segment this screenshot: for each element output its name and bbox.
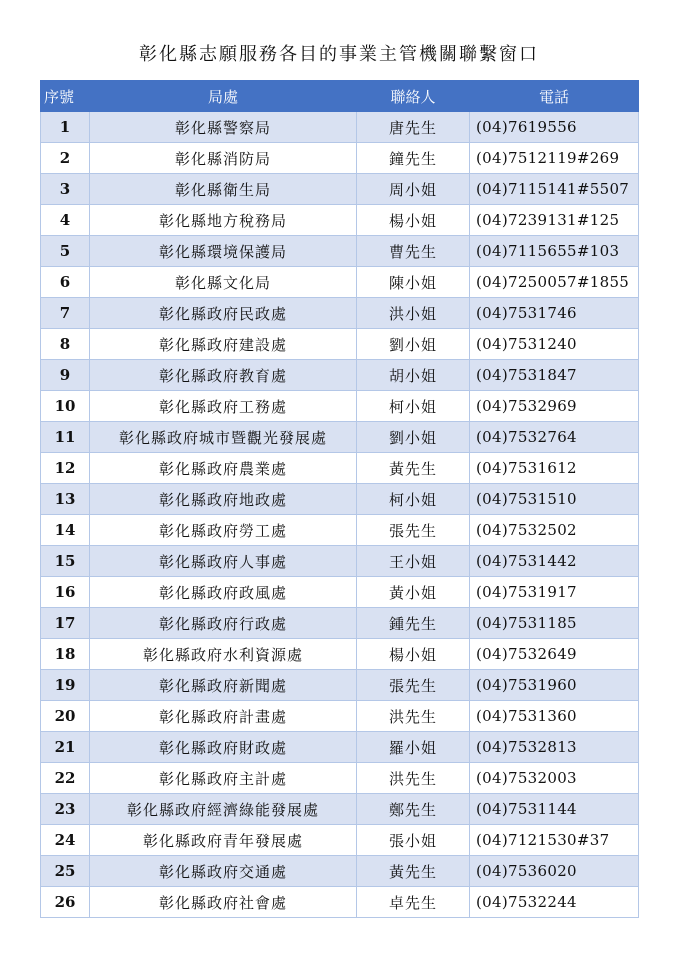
cell-phone: (04)7531746 <box>470 298 639 329</box>
table-row <box>41 794 639 825</box>
cell-agency: 彰化縣政府地政處 <box>90 484 357 515</box>
table-row <box>41 422 639 453</box>
cell-contact: 鄭先生 <box>357 794 470 825</box>
cell-phone: (04)7531442 <box>470 546 639 577</box>
cell-serial: 22 <box>41 763 90 794</box>
cell-phone: (04)7531917 <box>470 577 639 608</box>
cell-contact: 劉小姐 <box>357 422 470 453</box>
cell-agency: 彰化縣政府財政處 <box>90 732 357 763</box>
table-row <box>41 670 639 701</box>
cell-phone: (04)7121530#37 <box>470 825 639 856</box>
cell-phone: (04)7532502 <box>470 515 639 546</box>
cell-serial: 8 <box>41 329 90 360</box>
cell-agency: 彰化縣政府城市暨觀光發展處 <box>90 422 357 453</box>
cell-serial: 24 <box>41 825 90 856</box>
cell-agency: 彰化縣政府計畫處 <box>90 701 357 732</box>
cell-agency: 彰化縣政府工務處 <box>90 391 357 422</box>
cell-phone: (04)7531185 <box>470 608 639 639</box>
cell-serial: 1 <box>41 112 90 143</box>
table-row <box>41 577 639 608</box>
cell-serial: 12 <box>41 453 90 484</box>
cell-serial: 16 <box>41 577 90 608</box>
cell-phone: (04)7532003 <box>470 763 639 794</box>
cell-serial: 6 <box>41 267 90 298</box>
table-row <box>41 608 639 639</box>
cell-contact: 劉小姐 <box>357 329 470 360</box>
header-contact: 聯絡人 <box>357 81 470 112</box>
cell-agency: 彰化縣政府人事處 <box>90 546 357 577</box>
cell-agency: 彰化縣衛生局 <box>90 174 357 205</box>
table-row <box>41 887 639 918</box>
table-row <box>41 360 639 391</box>
table-row <box>41 763 639 794</box>
cell-phone: (04)7531360 <box>470 701 639 732</box>
cell-serial: 21 <box>41 732 90 763</box>
table-row <box>41 174 639 205</box>
cell-contact: 黃先生 <box>357 453 470 484</box>
cell-agency: 彰化縣政府水利資源處 <box>90 639 357 670</box>
table-row <box>41 515 639 546</box>
cell-agency: 彰化縣政府勞工處 <box>90 515 357 546</box>
cell-agency: 彰化縣地方稅務局 <box>90 205 357 236</box>
cell-contact: 唐先生 <box>357 112 470 143</box>
cell-phone: (04)7532244 <box>470 887 639 918</box>
cell-phone: (04)7532813 <box>470 732 639 763</box>
header-phone: 電話 <box>470 81 639 112</box>
cell-serial: 2 <box>41 143 90 174</box>
cell-contact: 羅小姐 <box>357 732 470 763</box>
cell-serial: 5 <box>41 236 90 267</box>
header-serial: 序號 <box>41 81 90 112</box>
cell-agency: 彰化縣政府經濟綠能發展處 <box>90 794 357 825</box>
cell-contact: 柯小姐 <box>357 391 470 422</box>
cell-serial: 18 <box>41 639 90 670</box>
table-row <box>41 732 639 763</box>
table-row <box>41 143 639 174</box>
cell-agency: 彰化縣政府政風處 <box>90 577 357 608</box>
cell-serial: 25 <box>41 856 90 887</box>
cell-serial: 20 <box>41 701 90 732</box>
cell-contact: 王小姐 <box>357 546 470 577</box>
cell-phone: (04)7250057#1855 <box>470 267 639 298</box>
cell-phone: (04)7531240 <box>470 329 639 360</box>
table-row <box>41 484 639 515</box>
cell-agency: 彰化縣政府交通處 <box>90 856 357 887</box>
cell-phone: (04)7532649 <box>470 639 639 670</box>
cell-agency: 彰化縣政府青年發展處 <box>90 825 357 856</box>
cell-serial: 13 <box>41 484 90 515</box>
cell-contact: 柯小姐 <box>357 484 470 515</box>
cell-serial: 3 <box>41 174 90 205</box>
table-row <box>41 701 639 732</box>
cell-phone: (04)7512119#269 <box>470 143 639 174</box>
table-row <box>41 825 639 856</box>
cell-agency: 彰化縣政府主計處 <box>90 763 357 794</box>
cell-serial: 17 <box>41 608 90 639</box>
table-row <box>41 453 639 484</box>
cell-contact: 胡小姐 <box>357 360 470 391</box>
cell-phone: (04)7536020 <box>470 856 639 887</box>
cell-contact: 楊小姐 <box>357 205 470 236</box>
cell-agency: 彰化縣政府教育處 <box>90 360 357 391</box>
cell-agency: 彰化縣消防局 <box>90 143 357 174</box>
cell-agency: 彰化縣政府農業處 <box>90 453 357 484</box>
table-row <box>41 205 639 236</box>
table-row <box>41 391 639 422</box>
cell-contact: 洪先生 <box>357 701 470 732</box>
cell-contact: 卓先生 <box>357 887 470 918</box>
cell-serial: 15 <box>41 546 90 577</box>
table-row <box>41 298 639 329</box>
cell-agency: 彰化縣警察局 <box>90 112 357 143</box>
cell-serial: 23 <box>41 794 90 825</box>
cell-contact: 陳小姐 <box>357 267 470 298</box>
cell-phone: (04)7115655#103 <box>470 236 639 267</box>
table-row <box>41 112 639 143</box>
cell-serial: 19 <box>41 670 90 701</box>
cell-serial: 11 <box>41 422 90 453</box>
cell-phone: (04)7531144 <box>470 794 639 825</box>
cell-phone: (04)7531847 <box>470 360 639 391</box>
cell-serial: 9 <box>41 360 90 391</box>
table-row <box>41 856 639 887</box>
cell-contact: 黃先生 <box>357 856 470 887</box>
cell-serial: 4 <box>41 205 90 236</box>
cell-serial: 7 <box>41 298 90 329</box>
cell-phone: (04)7239131#125 <box>470 205 639 236</box>
table-body <box>41 112 639 918</box>
table-row <box>41 267 639 298</box>
cell-phone: (04)7531960 <box>470 670 639 701</box>
cell-phone: (04)7531510 <box>470 484 639 515</box>
cell-contact: 曹先生 <box>357 236 470 267</box>
cell-phone: (04)7619556 <box>470 112 639 143</box>
cell-contact: 鍾先生 <box>357 608 470 639</box>
cell-contact: 張先生 <box>357 670 470 701</box>
table-row <box>41 639 639 670</box>
cell-agency: 彰化縣文化局 <box>90 267 357 298</box>
header-agency: 局處 <box>90 81 357 112</box>
cell-phone: (04)7531612 <box>470 453 639 484</box>
cell-agency: 彰化縣政府社會處 <box>90 887 357 918</box>
cell-phone: (04)7532969 <box>470 391 639 422</box>
cell-contact: 洪先生 <box>357 763 470 794</box>
cell-agency: 彰化縣政府民政處 <box>90 298 357 329</box>
contact-table <box>40 80 639 918</box>
table-header-row <box>41 81 639 112</box>
page-title: 彰化縣志願服務各目的事業主管機關聯繫窗口 <box>139 44 539 65</box>
cell-contact: 黃小姐 <box>357 577 470 608</box>
table-row <box>41 236 639 267</box>
cell-phone: (04)7115141#5507 <box>470 174 639 205</box>
cell-contact: 周小姐 <box>357 174 470 205</box>
table-row <box>41 546 639 577</box>
cell-agency: 彰化縣環境保護局 <box>90 236 357 267</box>
cell-serial: 26 <box>41 887 90 918</box>
cell-agency: 彰化縣政府建設處 <box>90 329 357 360</box>
cell-contact: 楊小姐 <box>357 639 470 670</box>
cell-serial: 14 <box>41 515 90 546</box>
cell-agency: 彰化縣政府行政處 <box>90 608 357 639</box>
table-row <box>41 329 639 360</box>
cell-contact: 張小姐 <box>357 825 470 856</box>
cell-phone: (04)7532764 <box>470 422 639 453</box>
cell-contact: 張先生 <box>357 515 470 546</box>
cell-contact: 洪小姐 <box>357 298 470 329</box>
cell-agency: 彰化縣政府新聞處 <box>90 670 357 701</box>
cell-contact: 鐘先生 <box>357 143 470 174</box>
cell-serial: 10 <box>41 391 90 422</box>
